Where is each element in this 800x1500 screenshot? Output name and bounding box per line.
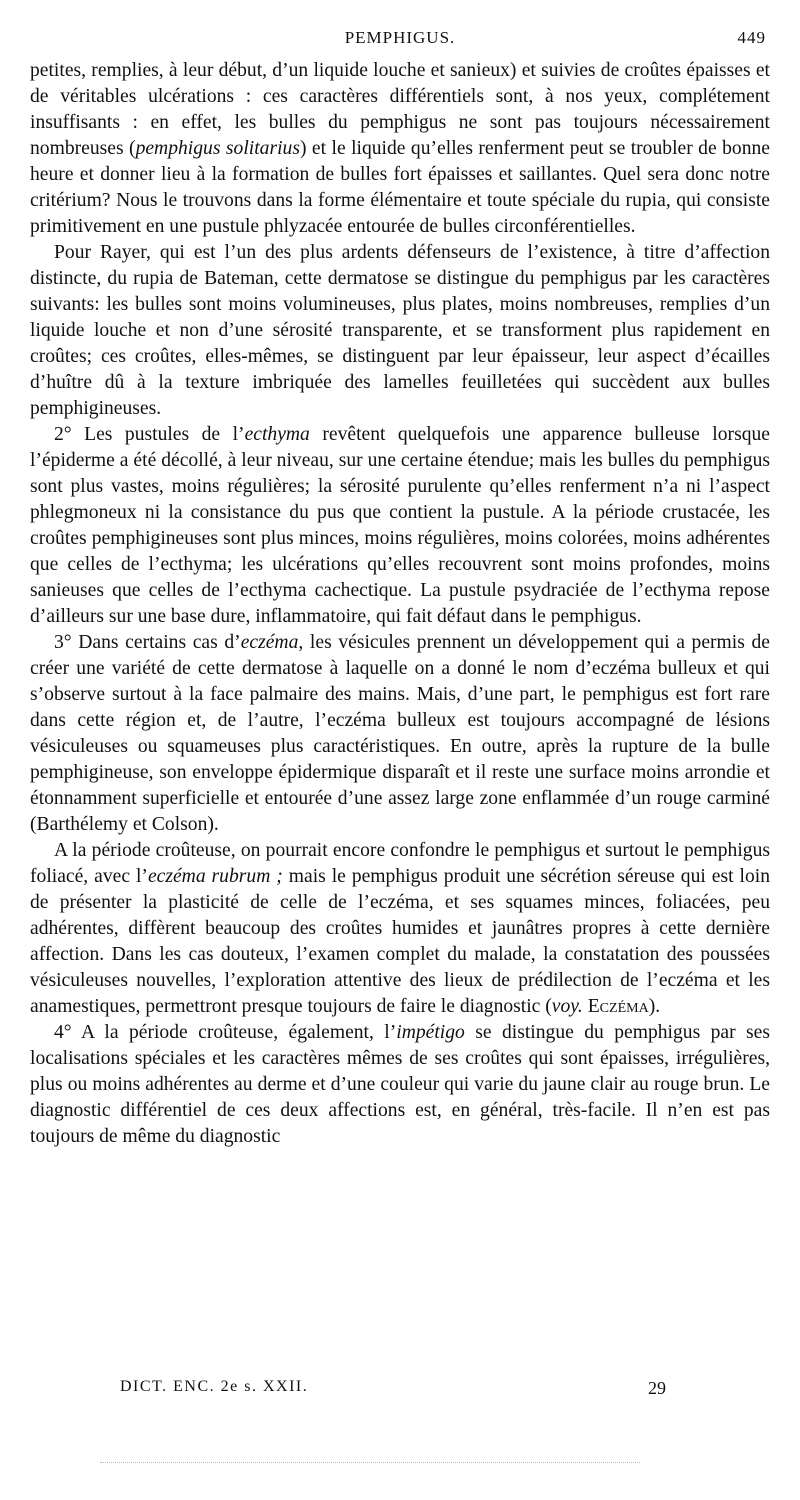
text-run: 2° Les pustules de l’ [54,424,245,445]
text-run: Pour Rayer, qui est l’un des plus ardents défenseurs de l’existence, à titre d’affection distincte, du rupia de Bateman, cette dermatose se distingue du pemphigus par les caractères suivants: les bulles sont moins volumineuses, plus plates, moins nombreuses, remplies d’un liquide louche et non d’une sérosité transparente, et se transforment plus rapidement en croûtes; ces croûtes, elles-mêmes, se distinguent par leur épaisseur, leur aspect d’écailles d’huître dû à la texture imbriquée des lamelles feuilletées qui succèdent aux bulles pemphigineuses. [30,242,770,419]
text-run: 4° A la période croûteuse, également, l’ [54,1022,397,1043]
page [30,28,770,1150]
text-run: ) et le liquide qu’elles renferment peut se troubler de bonne heure et donner lieu à la formation de bulles fort épaisses et saillantes. Quel sera donc notre critérium? Nous le trouvons dans la forme élémentaire et toute spéciale du rupia, qui consiste primitivement en une pustule phlyzacée entourée de bulles circonférentielles. [30,138,770,237]
text-run: 3° Dans certains cas d’ [54,632,241,653]
paragraph-crouteuse [30,838,770,1020]
text-run: , les vésicules prennent un développement qui a permis de créer une variété de cette dermatose à laquelle on a donné le nom d’eczéma bulleux et qui s’observe surtout à la face palmaire des mains. Mais, d’une part, le pemphigus est fort rare dans cette région et, de l’autre, l’eczéma bulleux est toujours accompagné de lésions vésiculeuses ou squameuses plus caractéristiques. En outre, après la rupture de la bulle pemphigineuse, son enveloppe épidermique disparaît et il reste une surface moins arrondie et étonnamment superficielle et entourée d’une assez large zone enflammée d’un rouge carminé (Barthélemy et Colson). [30,632,770,835]
page-number: 449 [737,28,766,47]
paragraph-rayer [30,240,770,422]
page-footer [90,1378,710,1404]
paragraph-continuation [30,58,770,240]
italic-term: ecthyma [244,424,310,445]
text-run: revêtent quelquefois une apparence bulleuse lorsque l’épiderme a été décollé, à leur niveau, sur une certaine étendue; mais les bulles du pemphigus sont plus vastes, moins régulières; la sérosité purulente qu’elles renferment n’a ni l’aspect phlegmoneux ni la consistance du pus que contient la pustule. A la période crustacée, les croûtes pemphigineuses sont plus minces, moins régulières, moins colorées, moins adhérentes que celles de l’ecthyma; les ulcérations qu’elles recouvrent sont moins profondes, moins sanieuses que celles de l’ecthyma cachectique. La pustule psydraciée de l’ecthyma repose d’ailleurs sur une base dure, inflammatoire, qui fait défaut dans le pemphigus. [30,424,770,627]
text-run: A la période croûteuse, on pourrait encore confondre le pemphigus et surtout le pemphigus foliacé, avec l’ [30,840,770,887]
italic-term: eczéma [240,632,299,653]
paragraph-eczema [30,630,770,838]
scan-specks [100,1462,640,1465]
running-title: PEMPHIGUS. [344,28,456,47]
running-head [30,28,770,58]
italic-term: impétigo [396,1022,465,1043]
text-run: petites, remplies, à leur début, d’un liquide louche et sanieux) et suivies de croûtes épaisses et de véritables ulcérations : ces caractères différentiels sont, à nos yeux, complétement insuffisants : en effet, les bulles du pemphigus ne sont pas toujours nécessairement nombreuses ( [30,60,770,159]
text-run: ). [648,996,661,1017]
paragraph-ecthyma [30,422,770,630]
text-run: se distingue du pemphigus par ses localisations spéciales et les caractères mêmes de ses croûtes qui sont épaisses, irrégulières, plus ou moins adhérentes au derme et d’une couleur qui varie du jaune clair au rouge brun. Le diagnostic différentiel de ces deux affections est, en général, très-facile. Il n’en est pas toujours de même du diagnostic [30,1022,770,1147]
italic-term: eczéma rubrum ; [147,866,283,887]
body-text [30,58,770,1150]
sheet-number: 29 [648,1378,666,1398]
italic-abbrev: voy. [551,996,583,1017]
paragraph-impetigo [30,1020,770,1150]
italic-term: pemphigus solitarius [135,138,300,159]
text-run: mais le pemphigus produit une sécrétion séreuse qui est loin de présenter la plasticité de celle de l’eczéma, et ses squames minces, foliacées, peu adhérentes, diffèrent beaucoup des croûtes humides et jaunâtres propres à cette dernière affection. Dans les cas douteux, l’examen complet du malade, la constatation des poussées vésiculeuses nouvelles, l’exploration attentive des lieux de prédilection de l’eczéma et les anamestiques, permettront presque toujours de faire le diagnostic ( [30,866,770,1017]
printer-signature: DICT. ENC. 2e s. XXII. [120,1378,309,1395]
cross-reference: Eczéma [587,996,649,1017]
